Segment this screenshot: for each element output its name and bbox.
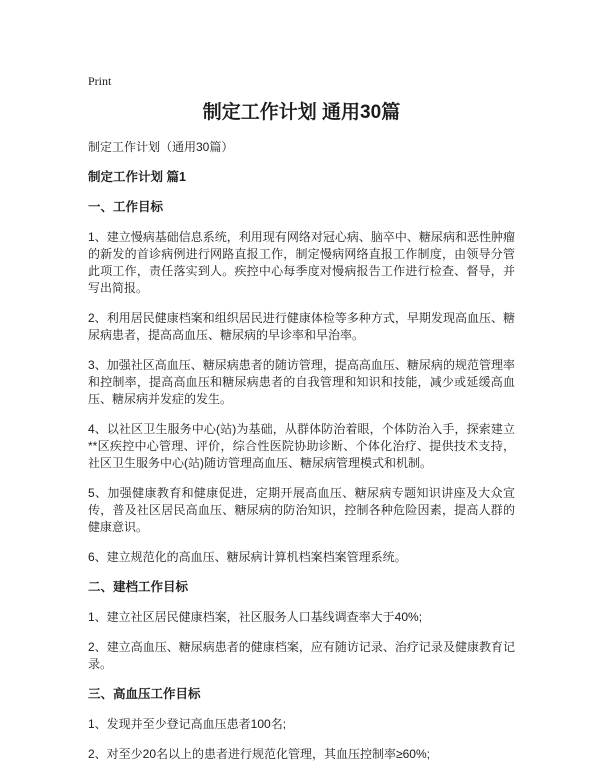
section-heading: 三、高血压工作目标 [88, 687, 201, 701]
section-heading: 一、工作目标 [88, 200, 164, 214]
paragraph: 1、发现并至少登记高血压患者100名; [88, 717, 287, 731]
paragraph: 3、加强社区高血压、糖尿病患者的随访管理，提高高血压、糖尿病的规范管理率和控制率，提高高血压和糖尿病患者的自我管理和知识和技能，减少或延缓高血压、糖尿病并发症的发生。 [88, 358, 515, 406]
print-link[interactable]: Print [88, 74, 112, 88]
section-heading: 二、建档工作目标 [88, 580, 189, 594]
document-subtitle: 制定工作计划（通用30篇） [88, 140, 234, 154]
paragraph: 2、利用居民健康档案和组织居民进行健康体检等多种方式，早期发现高血压、糖尿病患者，提高高血压、糖尿病的早诊率和早治率。 [88, 311, 515, 342]
paragraph: 2、建立高血压、糖尿病患者的健康档案，应有随访记录、治疗记录及健康教育记录。 [88, 640, 515, 671]
paragraph: 5、加强健康教育和健康促进，定期开展高血压、糖尿病专题知识讲座及大众宣传，普及社区居民高血压、糖尿病的防治知识，控制各种危险因素，提高人群的健康意识。 [88, 486, 515, 534]
document-body [88, 169, 515, 763]
paragraph: 1、建立慢病基础信息系统，利用现有网络对冠心病、脑卒中、糖尿病和恶性肿瘤的新发的首诊病例进行网路直报工作，制定慢病网络直报工作制度，由领导分管此项工作，责任落实到人。疾控中心每季度对慢病报告工作进行检查、督导，并写出简报。 [88, 230, 515, 295]
paragraph: 2、对至少20名以上的患者进行规范化管理，其血压控制率≥60%; [88, 747, 430, 761]
paragraph: 6、建立规范化的高血压、糖尿病计算机档案档案管理系统。 [88, 550, 407, 564]
paragraph: 1、建立社区居民健康档案，社区服务人口基线调查率大于40%; [88, 610, 423, 624]
page-title: 制定工作计划 通用30篇 [202, 102, 401, 123]
paragraph: 4、以社区卫生服务中心(站)为基础，从群体防治着眼，个体防治入手，探索建立**区疾控中心管理、评价，综合性医院协助诊断、个体化治疗、提供技术支持，社区卫生服务中心(站)随访管理高血压、糖尿病管理模式和机制。 [88, 422, 515, 470]
section-heading: 制定工作计划 篇1 [88, 170, 186, 184]
